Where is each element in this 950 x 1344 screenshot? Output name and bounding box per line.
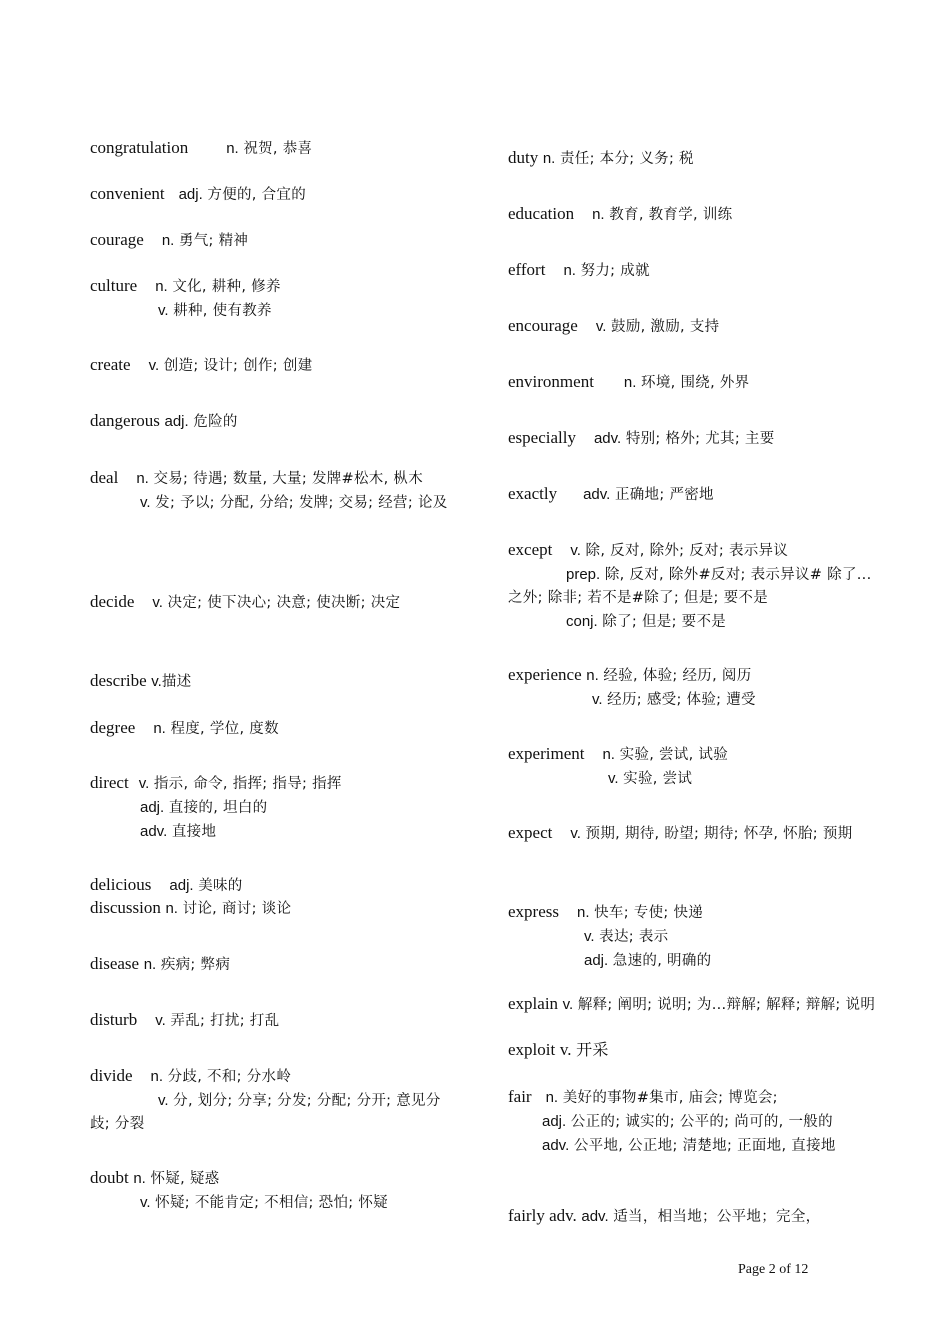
entry-exactly — [508, 482, 878, 507]
page-number: Page 2 of 12 — [738, 1262, 809, 1277]
entry-experience — [508, 663, 878, 712]
headword: exploit — [508, 1040, 556, 1059]
part-of-speech: v. — [155, 1012, 166, 1029]
entry-encourage — [508, 314, 878, 339]
definition: 快车; 专使; 快递 — [594, 905, 704, 921]
definition: 分, 划分; 分享; 分发; 分配; 分开; 意见分歧; 分裂 — [90, 1093, 441, 1132]
definition: 教育, 教育学, 训练 — [609, 207, 733, 223]
definition: 怀疑, 疑惑 — [150, 1171, 220, 1187]
part-of-speech: n. — [155, 278, 168, 295]
definition: 经验, 体验; 经历, 阅历 — [603, 668, 752, 684]
headword: convenient — [90, 184, 165, 203]
part-of-speech: v. — [595, 318, 607, 335]
headword: fair — [508, 1087, 532, 1106]
definition: 开采 — [576, 1040, 609, 1059]
entry-disease — [90, 952, 460, 977]
definition: 责任; 本分; 义务; 税 — [559, 151, 694, 167]
entry-fair — [508, 1085, 878, 1158]
part-of-speech: n. — [586, 667, 599, 684]
part-of-speech: v. — [152, 594, 163, 611]
entry-delicious — [90, 873, 460, 898]
part-of-speech: v. — [562, 996, 574, 1013]
definition: 指示, 命令, 指挥; 指导; 指挥 — [153, 776, 342, 792]
entry-especially — [508, 426, 878, 451]
part-of-speech: adj. — [178, 186, 203, 203]
part-of-speech: n. — [143, 956, 157, 973]
definition: 经历; 感受; 体验; 遭受 — [607, 692, 756, 708]
entry-effort — [508, 258, 878, 283]
entry-except — [508, 538, 878, 634]
part-of-speech: v. — [570, 825, 581, 842]
part-of-speech: n. — [161, 232, 175, 249]
part-of-speech: adv. — [583, 486, 611, 503]
entry-education — [508, 202, 878, 227]
headword: experiment — [508, 744, 585, 763]
headword: exactly — [508, 484, 558, 503]
part-of-speech: adv. — [593, 430, 622, 447]
definition: 预期, 期待, 盼望; 期待; 怀孕, 怀胎; 预期 — [585, 826, 853, 842]
part-of-speech: n. — [150, 1068, 164, 1085]
definition: 公平地, 公正地; 清楚地; 正面地, 直接地 — [573, 1138, 836, 1154]
headword: expect — [508, 823, 553, 842]
definition: 环境, 围绕, 外界 — [641, 375, 750, 391]
part-of-speech: v. — [584, 928, 595, 945]
part-of-speech: adj. — [140, 799, 165, 816]
part-of-speech: adj. — [169, 877, 194, 894]
definition: 特别; 格外; 尤其; 主要 — [625, 431, 775, 447]
definition: 适当，相当地；公平地；完全， — [613, 1209, 821, 1225]
part-of-speech: adj. — [584, 952, 609, 969]
headword: doubt — [90, 1168, 129, 1187]
entry-direct — [90, 771, 460, 844]
part-of-speech: adj. — [542, 1113, 567, 1130]
part-of-speech: v. — [151, 673, 162, 690]
part-of-speech: n. — [545, 1089, 559, 1106]
entry-congratulation — [90, 136, 460, 161]
entry-degree — [90, 716, 460, 741]
definition: 美味的 — [198, 878, 243, 894]
headword: fairly adv. — [508, 1206, 577, 1225]
part-of-speech: v. — [140, 1194, 151, 1211]
headword: environment — [508, 372, 594, 391]
definition: 解释; 阐明; 说明; 为...辩解; 解释; 辩解; 说明 — [577, 997, 876, 1013]
entry-discussion — [90, 896, 460, 921]
headword: discussion — [90, 898, 161, 917]
part-of-speech: adv. — [581, 1208, 609, 1225]
definition: 讨论, 商讨; 谈论 — [182, 901, 292, 917]
definition: 危险的 — [193, 414, 238, 430]
definition: 表达; 表示 — [599, 929, 669, 945]
headword: encourage — [508, 316, 578, 335]
part-of-speech: conj. — [566, 613, 598, 630]
part-of-speech: v. — [148, 357, 160, 374]
entry-duty — [508, 146, 878, 171]
entry-divide — [90, 1064, 460, 1136]
definition: 祝贺, 恭喜 — [243, 141, 313, 157]
part-of-speech: n. — [623, 374, 637, 391]
part-of-speech: v. — [559, 1040, 572, 1059]
entry-exploit — [508, 1038, 878, 1063]
definition: 创造; 设计; 创作; 创建 — [163, 358, 313, 374]
headword: degree — [90, 718, 136, 737]
definition: 发; 予以; 分配, 分给; 发牌; 交易; 经营; 论及 — [155, 495, 448, 511]
headword: culture — [90, 276, 138, 295]
definition: 勇气; 精神 — [178, 233, 249, 249]
headword: create — [90, 355, 131, 374]
entry-fairly — [508, 1204, 878, 1229]
headword: delicious — [90, 875, 152, 894]
entry-deal — [90, 466, 460, 515]
entry-decide — [90, 590, 460, 615]
entry-doubt — [90, 1166, 460, 1215]
definition: 交易; 待遇; 数量, 大量; 发牌#松木, 枞木 — [153, 471, 424, 487]
headword: explain — [508, 994, 559, 1013]
definition: 美好的事物#集市, 庙会; 博览会; — [562, 1090, 778, 1106]
part-of-speech: v. — [158, 302, 169, 319]
part-of-speech: n. — [136, 470, 149, 487]
definition: 描述 — [161, 674, 192, 690]
part-of-speech: v. — [138, 775, 150, 792]
definition: 实验, 尝试 — [623, 771, 693, 787]
definition: 正确地; 严密地 — [614, 487, 714, 503]
definition: 方便的, 合宜的 — [207, 187, 307, 203]
definition: 除, 反对, 除外#反对; 表示异议# 除了...之外; 除非; 若不是#除了; 但是; 要不是 — [508, 567, 872, 606]
part-of-speech: adv. — [140, 823, 168, 840]
definition: 除了; 但是; 要不是 — [602, 614, 727, 630]
definition: 实验, 尝试, 试验 — [619, 747, 729, 763]
entry-create — [90, 353, 460, 378]
headword: describe — [90, 671, 147, 690]
definition: 直接地 — [171, 824, 217, 840]
definition: 弄乱; 打扰; 打乱 — [170, 1013, 280, 1029]
definition: 分歧, 不和; 分水岭 — [167, 1069, 292, 1085]
entry-culture — [90, 274, 460, 323]
part-of-speech: n. — [576, 904, 590, 921]
definition: 努力; 成就 — [580, 263, 650, 279]
part-of-speech: v. — [592, 691, 603, 708]
headword: courage — [90, 230, 144, 249]
headword: disease — [90, 954, 140, 973]
definition: 疾病; 弊病 — [160, 957, 231, 973]
entry-courage — [90, 228, 460, 253]
entry-environment — [508, 370, 878, 395]
part-of-speech: n. — [165, 900, 178, 917]
part-of-speech: v. — [570, 542, 581, 559]
definition: 公正的; 诚实的; 公平的; 尚可的, 一般的 — [570, 1114, 833, 1130]
definition: 文化, 耕种, 修养 — [172, 279, 281, 295]
headword: direct — [90, 773, 129, 792]
headword: effort — [508, 260, 546, 279]
headword: divide — [90, 1066, 133, 1085]
part-of-speech: prep. — [566, 566, 601, 583]
part-of-speech: adv. — [542, 1137, 570, 1154]
definition: 除, 反对, 除外; 反对; 表示异议 — [585, 543, 789, 559]
definition: 鼓励, 激励, 支持 — [611, 319, 720, 335]
definition: 程度, 学位, 度数 — [170, 721, 279, 737]
definition: 怀疑; 不能肯定; 不相信; 恐怕; 怀疑 — [155, 1195, 388, 1211]
part-of-speech: v. — [158, 1092, 169, 1109]
part-of-speech: adj. — [164, 413, 189, 430]
headword: except — [508, 540, 553, 559]
part-of-speech: n. — [133, 1170, 146, 1187]
headword: education — [508, 204, 575, 223]
headword: deal — [90, 468, 119, 487]
part-of-speech: n. — [542, 150, 556, 167]
headword: disturb — [90, 1010, 138, 1029]
headword: congratulation — [90, 138, 189, 157]
definition: 直接的, 坦白的 — [168, 800, 268, 816]
headword: especially — [508, 428, 576, 447]
entry-dangerous — [90, 409, 460, 434]
part-of-speech: v. — [140, 494, 151, 511]
part-of-speech: n. — [153, 720, 166, 737]
part-of-speech: n. — [563, 262, 576, 279]
entry-describe — [90, 669, 460, 694]
definition: 急速的, 明确的 — [612, 953, 712, 969]
headword: decide — [90, 592, 135, 611]
entry-express — [508, 900, 878, 973]
entry-explain — [508, 992, 878, 1017]
entry-convenient — [90, 182, 460, 207]
headword: duty — [508, 148, 539, 167]
headword: experience — [508, 665, 582, 684]
headword: dangerous — [90, 411, 160, 430]
headword: express — [508, 902, 559, 921]
entry-experiment — [508, 742, 878, 791]
definition: 决定; 使下决心; 决意; 使决断; 决定 — [167, 595, 401, 611]
part-of-speech: n. — [592, 206, 605, 223]
entry-expect — [508, 821, 878, 846]
part-of-speech: v. — [608, 770, 619, 787]
entry-disturb — [90, 1008, 460, 1033]
part-of-speech: n. — [226, 140, 239, 157]
definition: 耕种, 使有教养 — [173, 303, 272, 319]
part-of-speech: n. — [602, 746, 615, 763]
